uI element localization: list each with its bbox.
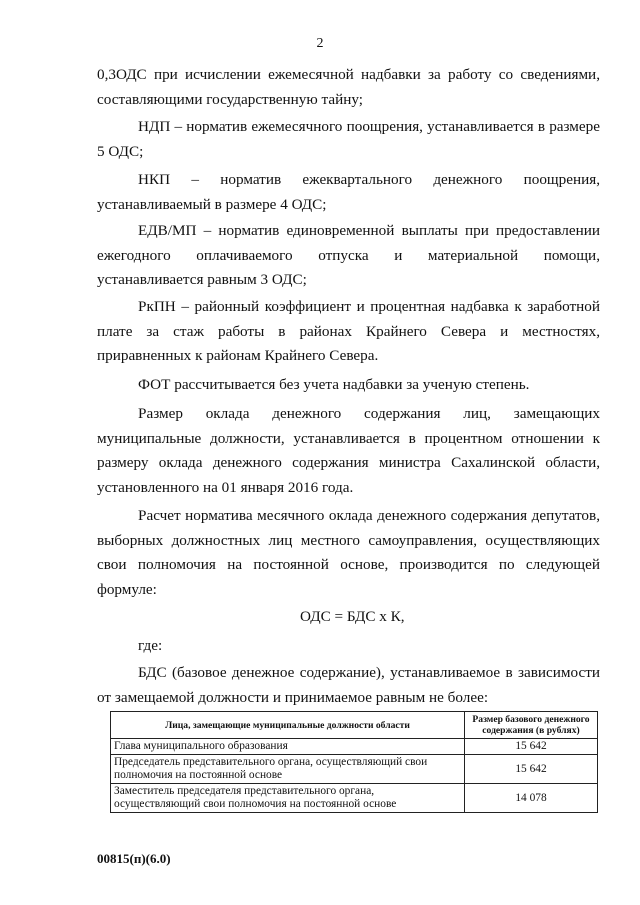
table-row: [111, 784, 598, 813]
paragraph-ndp: НДП – норматив ежемесячного поощрения, устанавливается в размере 5 ОДС;: [97, 118, 600, 160]
paragraph-edv-mp: ЕДВ/МП – норматив единовременной выплаты при предоставлении ежегодного оплачиваемого отпуска и материальной помощи, устанавливается равным 3 ОДС;: [97, 222, 600, 288]
column-header-amount: Размер базового денежного содержания (в рублях): [465, 712, 598, 739]
where-label: где:: [138, 637, 163, 654]
paragraph-rkpn: РкПН – районный коэффициент и процентная надбавка к заработной плате за стаж работы в районах Крайнего Севера и местностях, приравненных к районам Крайнего Севера.: [97, 298, 600, 364]
cell-position: Глава муниципального образования: [111, 739, 465, 755]
page-number: 2: [316, 36, 324, 51]
paragraph-ods-secret: 0,3ОДС при исчислении ежемесячной надбавки за работу со сведениями, составляющими государственную тайну;: [97, 66, 600, 108]
table-row: [111, 739, 598, 755]
paragraph-nkp: НКП – норматив ежеквартального денежного поощрения, устанавливаемый в размере 4 ОДС;: [97, 171, 600, 213]
paragraph-calculation: Расчет норматива месячного оклада денежного содержания депутатов, выборных должностных лиц местного самоуправления, осуществляющих свои полномочия на постоянной основе, производится по следующей формуле:: [97, 507, 600, 598]
base-salary-table: [110, 711, 598, 813]
table-header-row: [111, 712, 598, 739]
cell-position: Заместитель председателя представительного органа, осуществляющий свои полномочия на постоянной основе: [111, 784, 465, 813]
cell-amount: 14 078: [465, 784, 598, 813]
column-header-position: Лица, замещающие муниципальные должности области: [111, 712, 465, 739]
cell-amount: 15 642: [465, 755, 598, 784]
table-row: [111, 755, 598, 784]
document-code: 00815(п)(6.0): [97, 851, 171, 866]
paragraph-fot: ФОТ рассчитывается без учета надбавки за ученую степень.: [138, 376, 530, 393]
cell-amount: 15 642: [465, 739, 598, 755]
formula-ods: ОДС = БДС х К,: [300, 608, 405, 625]
paragraph-bds: БДС (базовое денежное содержание), устанавливаемое в зависимости от замещаемой должности и принимаемое равным не более:: [97, 664, 600, 706]
paragraph-salary-percent: Размер оклада денежного содержания лиц, замещающих муниципальные должности, устанавливается в процентном отношении к размеру оклада денежного содержания министра Сахалинской области, установленного на 01 января 2016 года.: [97, 405, 600, 496]
cell-position: Председатель представительного органа, осуществляющий свои полномочия на постоянной основе: [111, 755, 465, 784]
